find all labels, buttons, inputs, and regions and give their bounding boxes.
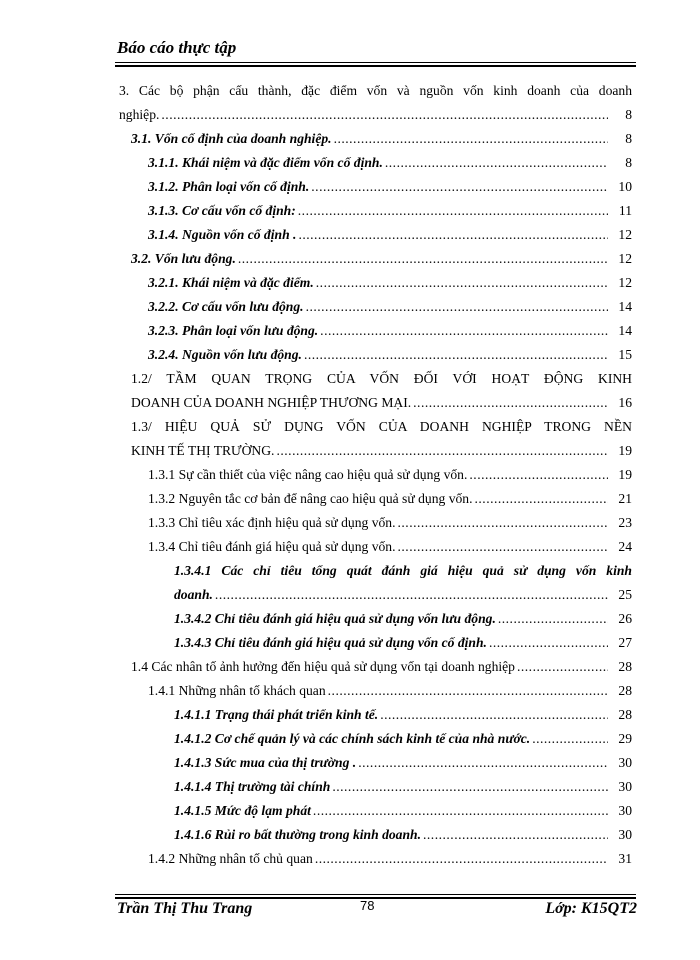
toc-page-number: 26: [618, 611, 632, 626]
toc-page-number: 23: [618, 515, 632, 530]
toc-entry[interactable]: [119, 151, 632, 175]
dot-leader: [385, 151, 608, 175]
toc-entry-title: 3.2.2. Cơ cấu vốn lưu động.: [148, 299, 304, 314]
toc-entry-line: 1.3/ HIỆU QUẢ SỬ DỤNG VỐN CỦA DOANH NGHIỆP TRONG NỀN: [131, 419, 632, 434]
toc-entry-title: 1.3.4 Chỉ tiêu đánh giá hiệu quả sử dụng vốn.: [148, 539, 396, 554]
toc-page-number: 8: [625, 131, 632, 146]
toc-entry-title: 3.1. Vốn cố định của doanh nghiệp.: [131, 131, 332, 146]
footer-author: Trần Thị Thu Trang: [117, 900, 253, 917]
toc-entry[interactable]: [119, 727, 632, 751]
toc-entry-title: 3.2.3. Phân loại vốn lưu động.: [148, 323, 319, 338]
toc-entry-title: 1.3.1 Sự cần thiết của việc nâng cao hiệu quả sử dụng vốn.: [148, 467, 468, 482]
toc-entry[interactable]: [119, 631, 632, 655]
toc-page-number: 12: [618, 251, 632, 266]
dot-leader: [306, 295, 608, 319]
toc-entry[interactable]: [119, 703, 632, 727]
dot-leader: [498, 607, 608, 631]
toc-entry-line: 1.3.4.1 Các chỉ tiêu tổng quát đánh giá hiệu quả sử dụng vốn kinh: [174, 563, 632, 578]
toc-entry-title: 1.4 Các nhân tố ảnh hưởng đến hiệu quả sử dụng vốn tại doanh nghiệp: [131, 659, 515, 674]
toc-entry-title: 3.2.1. Khái niệm và đặc điểm.: [148, 275, 314, 290]
dot-leader: [517, 655, 608, 679]
toc-page-number: 30: [618, 803, 632, 818]
toc-entry-title: DOANH CỦA DOANH NGHIỆP THƯƠNG MẠI.: [131, 395, 412, 410]
toc-entry[interactable]: [119, 799, 632, 823]
toc-entry-title: doanh.: [174, 587, 213, 602]
toc-entry-title: 1.3.4.2 Chỉ tiêu đánh giá hiệu quả sử dụng vốn lưu động.: [174, 611, 496, 626]
dot-leader: [469, 463, 608, 487]
toc-page-number: 28: [618, 683, 632, 698]
toc-entry-title: 3.1.1. Khái niệm và đặc điểm vốn cố định.: [148, 155, 383, 170]
toc-entry-title: KINH TẾ THỊ TRƯỜNG.: [131, 443, 275, 458]
toc-entry[interactable]: [119, 103, 632, 127]
toc-entry-title: 1.4.2 Những nhân tố chủ quan: [148, 851, 313, 866]
toc-entry[interactable]: [119, 751, 632, 775]
toc-entry[interactable]: [119, 775, 632, 799]
toc-page-number: 27: [618, 635, 632, 650]
dot-leader: [298, 199, 608, 223]
dot-leader: [358, 751, 608, 775]
dot-leader: [304, 343, 608, 367]
toc-entry-title: 1.4.1.1 Trạng thái phát triển kinh tế.: [174, 707, 379, 722]
toc-entry-title: 1.3.2 Nguyên tắc cơ bản để nâng cao hiệu quả sử dụng vốn.: [148, 491, 473, 506]
dot-leader: [328, 679, 608, 703]
toc-entry[interactable]: [119, 391, 632, 415]
toc-page-number: 21: [618, 491, 632, 506]
toc-entry[interactable]: [119, 319, 632, 343]
toc-page-number: 30: [618, 827, 632, 842]
header-divider: [115, 62, 636, 67]
toc-entry[interactable]: [119, 199, 632, 223]
toc-page-number: 15: [618, 347, 632, 362]
toc-entry-title: 1.4.1.2 Cơ chế quản lý và các chính sách kinh tế của nhà nước.: [174, 731, 531, 746]
toc-page-number: 28: [618, 707, 632, 722]
toc-entry-title: 1.4.1 Những nhân tố khách quan: [148, 683, 326, 698]
toc-entry-title: 3.2. Vốn lưu động.: [131, 251, 236, 266]
footer-divider: [115, 894, 636, 899]
toc-entry[interactable]: [119, 847, 632, 871]
report-header-title: Báo cáo thực tập: [117, 38, 237, 57]
dot-leader: [423, 823, 608, 847]
toc-page-number: 19: [618, 443, 632, 458]
toc-page-number: 19: [618, 467, 632, 482]
toc-page-number: 12: [618, 227, 632, 242]
dot-leader: [532, 727, 608, 751]
table-of-contents: [119, 79, 632, 871]
toc-entry-title: 1.4.1.3 Sức mua của thị trường .: [174, 755, 357, 770]
toc-entry[interactable]: [119, 247, 632, 271]
toc-page-number: 31: [618, 851, 632, 866]
toc-entry[interactable]: [119, 535, 632, 559]
toc-page-number: 10: [618, 179, 632, 194]
toc-page-number: 12: [618, 275, 632, 290]
toc-page-number: 24: [618, 539, 632, 554]
dot-leader: [489, 631, 608, 655]
toc-entry[interactable]: [119, 607, 632, 631]
toc-entry[interactable]: [119, 583, 632, 607]
toc-page-number: 16: [618, 395, 632, 410]
toc-entry[interactable]: [119, 655, 632, 679]
toc-entry[interactable]: [119, 271, 632, 295]
dot-leader: [334, 127, 608, 151]
dot-leader: [276, 439, 608, 463]
dot-leader: [398, 535, 609, 559]
toc-page-number: 29: [618, 731, 632, 746]
toc-entry[interactable]: [119, 823, 632, 847]
toc-page-number: 30: [618, 755, 632, 770]
toc-page-number: 8: [625, 155, 632, 170]
toc-entry[interactable]: [119, 511, 632, 535]
toc-page-number: 14: [618, 299, 632, 314]
dot-leader: [316, 271, 608, 295]
dot-leader: [475, 487, 609, 511]
toc-entry[interactable]: [119, 295, 632, 319]
dot-leader: [380, 703, 608, 727]
dot-leader: [413, 391, 608, 415]
toc-entry-title: 1.4.1.4 Thị trường tài chính: [174, 779, 331, 794]
toc-entry-title: nghiệp.: [119, 107, 160, 122]
dot-leader: [398, 511, 609, 535]
toc-page-number: 25: [618, 587, 632, 602]
toc-page-number: 11: [618, 203, 632, 218]
dot-leader: [332, 775, 608, 799]
toc-page-number: 30: [618, 779, 632, 794]
toc-entry[interactable]: [119, 343, 632, 367]
toc-entry-line: 3. Các bộ phận cấu thành, đặc điểm vốn và nguồn vốn kinh doanh của doanh: [119, 83, 632, 98]
toc-entry-title: 1.3.4.3 Chỉ tiêu đánh giá hiệu quả sử dụng vốn cố định.: [174, 635, 487, 650]
dot-leader: [313, 799, 608, 823]
toc-entry-title: 3.1.4. Nguồn vốn cố định .: [148, 227, 297, 242]
dot-leader: [161, 103, 608, 127]
dot-leader: [311, 175, 608, 199]
footer-page-number: 78: [360, 898, 375, 913]
toc-entry-title: 1.4.1.5 Mức độ lạm phát: [174, 803, 311, 818]
toc-entry[interactable]: [119, 175, 632, 199]
toc-entry[interactable]: [119, 487, 632, 511]
toc-entry-title: 3.1.2. Phân loại vốn cố định.: [148, 179, 310, 194]
toc-entry-title: 3.1.3. Cơ cấu vốn cố định:: [148, 203, 296, 218]
dot-leader: [215, 583, 608, 607]
toc-entry-line: 1.2/ TẦM QUAN TRỌNG CỦA VỐN ĐỐI VỚI HOẠT ĐỘNG KINH: [131, 371, 632, 386]
toc-entry-title: 1.4.1.6 Rủi ro bất thường trong kinh doanh.: [174, 827, 421, 842]
toc-entry[interactable]: [119, 679, 632, 703]
toc-page-number: 14: [618, 323, 632, 338]
toc-entry-title: 3.2.4. Nguồn vốn lưu động.: [148, 347, 302, 362]
toc-entry[interactable]: [119, 439, 632, 463]
toc-page-number: 8: [625, 107, 632, 122]
footer-class-label: Lớp: K15QT2: [545, 900, 637, 917]
toc-entry[interactable]: [119, 223, 632, 247]
dot-leader: [238, 247, 608, 271]
dot-leader: [315, 847, 608, 871]
toc-page-number: 28: [618, 659, 632, 674]
dot-leader: [298, 223, 608, 247]
toc-entry[interactable]: [119, 127, 632, 151]
toc-entry[interactable]: [119, 463, 632, 487]
toc-entry-title: 1.3.3 Chỉ tiêu xác định hiệu quả sử dụng vốn.: [148, 515, 396, 530]
dot-leader: [320, 319, 608, 343]
